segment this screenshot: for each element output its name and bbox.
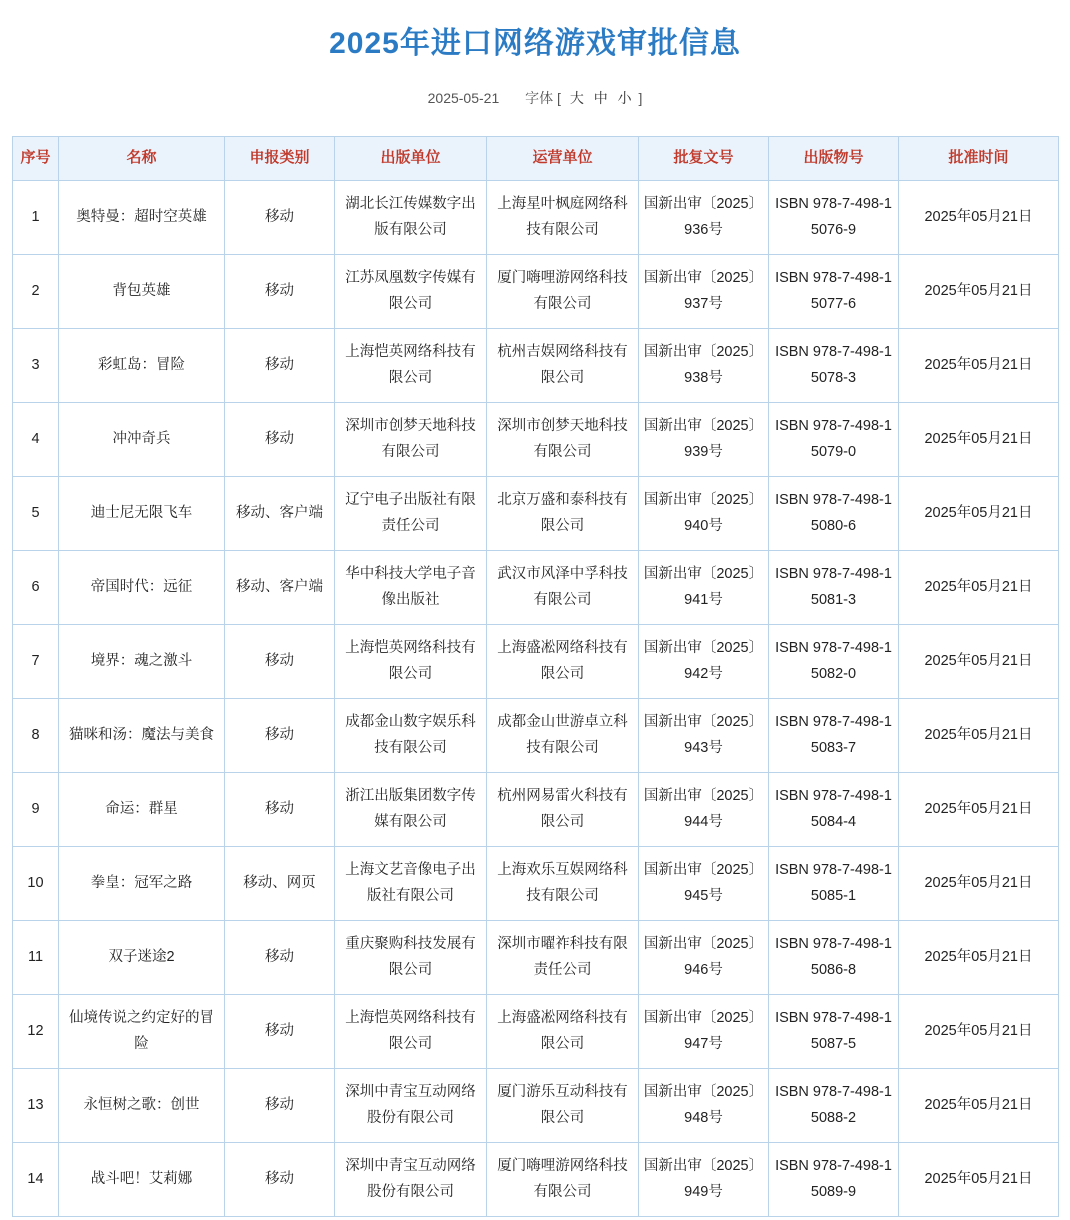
cell-type: 移动: [225, 181, 335, 255]
cell-operator: 成都金山世游卓立科技有限公司: [487, 699, 639, 773]
cell-doc-no: 国新出审〔2025〕943号: [639, 699, 769, 773]
cell-doc-no: 国新出审〔2025〕946号: [639, 921, 769, 995]
cell-type: 移动: [225, 403, 335, 477]
cell-type: 移动: [225, 255, 335, 329]
table-row: [13, 625, 1059, 699]
cell-doc-no: 国新出审〔2025〕944号: [639, 773, 769, 847]
cell-date: 2025年05月21日: [899, 921, 1059, 995]
cell-isbn: ISBN 978-7-498-15085-1: [769, 847, 899, 921]
cell-publisher: 浙江出版集团数字传媒有限公司: [335, 773, 487, 847]
cell-date: 2025年05月21日: [899, 551, 1059, 625]
font-size-label-close: ]: [638, 90, 643, 106]
cell-date: 2025年05月21日: [899, 1069, 1059, 1143]
cell-operator: 杭州网易雷火科技有限公司: [487, 773, 639, 847]
cell-name: 双子迷途2: [59, 921, 225, 995]
meta-line: [0, 66, 1070, 118]
publish-date: 2025-05-21: [427, 90, 500, 106]
cell-operator: 厦门游乐互动科技有限公司: [487, 1069, 639, 1143]
cell-publisher: 上海文艺音像电子出版社有限公司: [335, 847, 487, 921]
column-header-name: 名称: [59, 137, 225, 181]
column-header-operator: 运营单位: [487, 137, 639, 181]
cell-isbn: ISBN 978-7-498-15082-0: [769, 625, 899, 699]
cell-publisher: 深圳市创梦天地科技有限公司: [335, 403, 487, 477]
cell-isbn: ISBN 978-7-498-15086-8: [769, 921, 899, 995]
cell-index: 7: [13, 625, 59, 699]
approval-table-container: [0, 118, 1070, 1217]
cell-isbn: ISBN 978-7-498-15079-0: [769, 403, 899, 477]
cell-operator: 北京万盛和泰科技有限公司: [487, 477, 639, 551]
cell-index: 8: [13, 699, 59, 773]
cell-name: 冲冲奇兵: [59, 403, 225, 477]
column-header-date: 批准时间: [899, 137, 1059, 181]
column-header-index: 序号: [13, 137, 59, 181]
cell-type: 移动: [225, 625, 335, 699]
cell-publisher: 上海恺英网络科技有限公司: [335, 995, 487, 1069]
cell-operator: 上海星叶枫庭网络科技有限公司: [487, 181, 639, 255]
cell-index: 6: [13, 551, 59, 625]
table-row: [13, 1069, 1059, 1143]
cell-name: 猫咪和汤：魔法与美食: [59, 699, 225, 773]
cell-publisher: 上海恺英网络科技有限公司: [335, 329, 487, 403]
cell-publisher: 湖北长江传媒数字出版有限公司: [335, 181, 487, 255]
cell-date: 2025年05月21日: [899, 699, 1059, 773]
cell-name: 命运：群星: [59, 773, 225, 847]
cell-publisher: 华中科技大学电子音像出版社: [335, 551, 487, 625]
cell-type: 移动: [225, 1143, 335, 1217]
cell-doc-no: 国新出审〔2025〕938号: [639, 329, 769, 403]
cell-name: 永恒树之歌：创世: [59, 1069, 225, 1143]
cell-index: 12: [13, 995, 59, 1069]
approval-table: [12, 136, 1059, 1217]
cell-date: 2025年05月21日: [899, 995, 1059, 1069]
table-row: [13, 329, 1059, 403]
cell-type: 移动、网页: [225, 847, 335, 921]
cell-doc-no: 国新出审〔2025〕948号: [639, 1069, 769, 1143]
cell-doc-no: 国新出审〔2025〕945号: [639, 847, 769, 921]
cell-isbn: ISBN 978-7-498-15084-4: [769, 773, 899, 847]
cell-index: 5: [13, 477, 59, 551]
cell-name: 拳皇：冠军之路: [59, 847, 225, 921]
cell-doc-no: 国新出审〔2025〕947号: [639, 995, 769, 1069]
cell-publisher: 深圳中青宝互动网络股份有限公司: [335, 1069, 487, 1143]
cell-operator: 杭州吉娱网络科技有限公司: [487, 329, 639, 403]
cell-publisher: 重庆聚购科技发展有限公司: [335, 921, 487, 995]
cell-name: 奥特曼：超时空英雄: [59, 181, 225, 255]
cell-type: 移动: [225, 773, 335, 847]
cell-index: 13: [13, 1069, 59, 1143]
cell-index: 10: [13, 847, 59, 921]
cell-operator: 厦门嗨哩游网络科技有限公司: [487, 1143, 639, 1217]
cell-index: 1: [13, 181, 59, 255]
cell-index: 14: [13, 1143, 59, 1217]
page-title: 2025年进口网络游戏审批信息: [329, 27, 741, 60]
cell-date: 2025年05月21日: [899, 847, 1059, 921]
cell-date: 2025年05月21日: [899, 181, 1059, 255]
table-header-row: [13, 137, 1059, 181]
column-header-type: 申报类别: [225, 137, 335, 181]
cell-isbn: ISBN 978-7-498-15083-7: [769, 699, 899, 773]
table-row: [13, 551, 1059, 625]
cell-isbn: ISBN 978-7-498-15080-6: [769, 477, 899, 551]
cell-doc-no: 国新出审〔2025〕937号: [639, 255, 769, 329]
cell-type: 移动: [225, 329, 335, 403]
table-row: [13, 773, 1059, 847]
cell-doc-no: 国新出审〔2025〕949号: [639, 1143, 769, 1217]
cell-operator: 上海欢乐互娱网络科技有限公司: [487, 847, 639, 921]
cell-operator: 上海盛凇网络科技有限公司: [487, 625, 639, 699]
cell-date: 2025年05月21日: [899, 477, 1059, 551]
cell-type: 移动: [225, 699, 335, 773]
cell-isbn: ISBN 978-7-498-15076-9: [769, 181, 899, 255]
cell-name: 帝国时代：远征: [59, 551, 225, 625]
font-size-large[interactable]: 大: [569, 90, 584, 106]
cell-isbn: ISBN 978-7-498-15087-5: [769, 995, 899, 1069]
table-row: [13, 921, 1059, 995]
cell-type: 移动: [225, 1069, 335, 1143]
cell-operator: 深圳市曜祚科技有限责任公司: [487, 921, 639, 995]
column-header-doc-no: 批复文号: [639, 137, 769, 181]
cell-type: 移动、客户端: [225, 551, 335, 625]
table-row: [13, 477, 1059, 551]
table-row: [13, 847, 1059, 921]
cell-isbn: ISBN 978-7-498-15078-3: [769, 329, 899, 403]
table-row: [13, 181, 1059, 255]
cell-doc-no: 国新出审〔2025〕940号: [639, 477, 769, 551]
cell-doc-no: 国新出审〔2025〕939号: [639, 403, 769, 477]
column-header-publisher: 出版单位: [335, 137, 487, 181]
cell-name: 彩虹岛：冒险: [59, 329, 225, 403]
cell-date: 2025年05月21日: [899, 329, 1059, 403]
cell-date: 2025年05月21日: [899, 1143, 1059, 1217]
cell-type: 移动、客户端: [225, 477, 335, 551]
cell-name: 背包英雄: [59, 255, 225, 329]
cell-isbn: ISBN 978-7-498-15077-6: [769, 255, 899, 329]
cell-name: 境界：魂之激斗: [59, 625, 225, 699]
cell-date: 2025年05月21日: [899, 773, 1059, 847]
cell-operator: 武汉市风泽中孚科技有限公司: [487, 551, 639, 625]
cell-type: 移动: [225, 921, 335, 995]
cell-date: 2025年05月21日: [899, 625, 1059, 699]
cell-type: 移动: [225, 995, 335, 1069]
cell-index: 3: [13, 329, 59, 403]
table-row: [13, 995, 1059, 1069]
cell-name: 仙境传说之约定好的冒险: [59, 995, 225, 1069]
cell-publisher: 江苏凤凰数字传媒有限公司: [335, 255, 487, 329]
cell-doc-no: 国新出审〔2025〕942号: [639, 625, 769, 699]
table-row: [13, 403, 1059, 477]
cell-operator: 深圳市创梦天地科技有限公司: [487, 403, 639, 477]
cell-operator: 上海盛凇网络科技有限公司: [487, 995, 639, 1069]
cell-publisher: 辽宁电子出版社有限责任公司: [335, 477, 487, 551]
cell-isbn: ISBN 978-7-498-15089-9: [769, 1143, 899, 1217]
cell-operator: 厦门嗨哩游网络科技有限公司: [487, 255, 639, 329]
cell-name: 迪士尼无限飞车: [59, 477, 225, 551]
cell-index: 9: [13, 773, 59, 847]
cell-doc-no: 国新出审〔2025〕936号: [639, 181, 769, 255]
cell-doc-no: 国新出审〔2025〕941号: [639, 551, 769, 625]
cell-index: 4: [13, 403, 59, 477]
table-row: [13, 255, 1059, 329]
cell-isbn: ISBN 978-7-498-15081-3: [769, 551, 899, 625]
cell-name: 战斗吧！艾莉娜: [59, 1143, 225, 1217]
cell-publisher: 成都金山数字娱乐科技有限公司: [335, 699, 487, 773]
cell-date: 2025年05月21日: [899, 403, 1059, 477]
table-row: [13, 1143, 1059, 1217]
font-size-medium[interactable]: 中: [593, 90, 608, 106]
cell-publisher: 上海恺英网络科技有限公司: [335, 625, 487, 699]
font-size-label: 字体 [: [525, 90, 561, 106]
cell-publisher: 深圳中青宝互动网络股份有限公司: [335, 1143, 487, 1217]
font-size-small[interactable]: 小: [617, 90, 632, 106]
cell-isbn: ISBN 978-7-498-15088-2: [769, 1069, 899, 1143]
cell-index: 2: [13, 255, 59, 329]
cell-index: 11: [13, 921, 59, 995]
cell-date: 2025年05月21日: [899, 255, 1059, 329]
column-header-isbn: 出版物号: [769, 137, 899, 181]
table-row: [13, 699, 1059, 773]
